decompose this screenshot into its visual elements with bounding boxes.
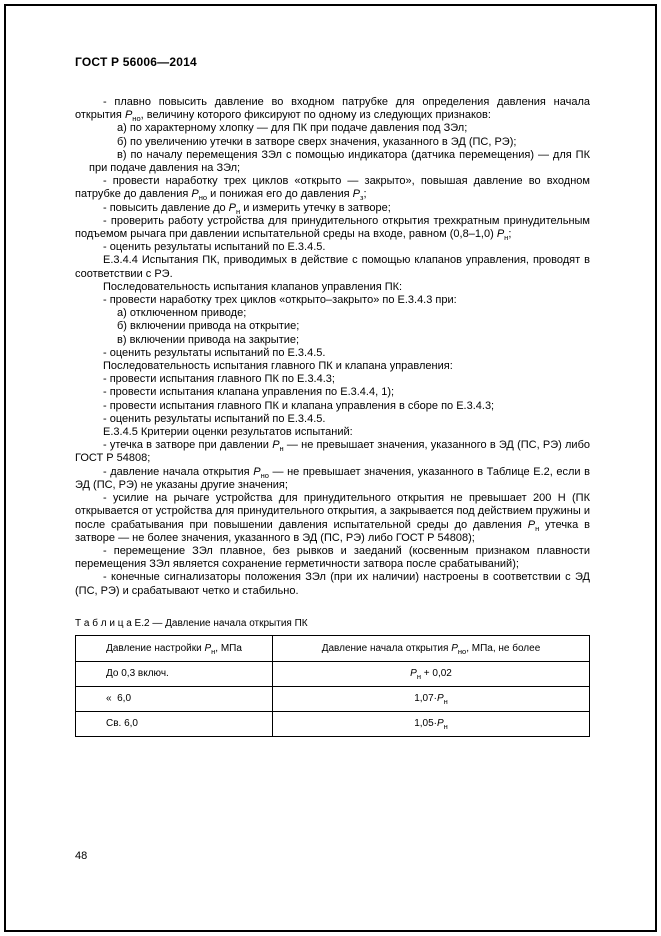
table-row <box>76 686 590 711</box>
paragraph: б) по увеличению утечки в затворе сверх значения, указанного в ЭД (ПС, РЭ); <box>117 135 517 148</box>
paragraph: - оценить результаты испытаний по Е.3.4.5. <box>103 346 326 359</box>
page-content <box>75 55 590 737</box>
paragraph: - провести испытания главного ПК и клапана управления в сборе по Е.3.4.3; <box>103 399 495 412</box>
table-row <box>76 661 590 686</box>
paragraph: - перемещение ЗЭл плавное, без рывков и заеданий (косвенным признаком плавности перемещения ЗЭл является сохранение герметичности затвора после срабатываний); <box>75 544 590 571</box>
paragraph: а) по характерному хлопку — для ПК при подаче давления под ЗЭл; <box>117 122 468 135</box>
opening-pressure-cell: $P_н + 0,02$ <box>273 661 590 686</box>
document-title: ГОСТ Р 56006—2014 <box>75 55 197 69</box>
paragraph: в) включении привода на закрытие; <box>117 333 300 346</box>
paragraph: - оценить результаты испытаний по Е.3.4.5. <box>103 241 326 254</box>
paragraph: Последовательность испытания клапанов управления ПК: <box>103 280 403 293</box>
page-number: 48 <box>75 850 88 862</box>
paragraph: - провести наработку трех циклов «открыто–закрыто» по Е.3.4.3 при: <box>103 294 457 307</box>
opening-pressure-cell: $1,05\cdot P_н$ <box>273 711 590 736</box>
table-caption: Т а б л и ц а Е.2 — Давление начала открытия ПК <box>75 617 308 629</box>
paragraph: - повысить давление до $P_н$ и измерить утечку в затворе; <box>103 201 391 216</box>
table-body <box>76 661 590 736</box>
setting-pressure-cell: До 0,3 включ. <box>76 661 273 686</box>
paragraph: - утечка в затворе при давлении $P_н$ — не превышает значения, указанного в ЭД (ПС, РЭ) либо ГОСТ Р 54808; <box>75 439 590 465</box>
paragraph: - конечные сигнализаторы положения ЗЭл (при их наличии) настроены в соответствии с ЭД (ПС, РЭ) и срабатывают четко и стабильно. <box>75 571 590 597</box>
paragraph: Е.3.4.4 Испытания ПК, приводимых в действие с помощью клапанов управления, проводят в соответствии с РЭ. <box>75 254 590 280</box>
opening-pressure-table <box>75 635 590 737</box>
paragraph: - давление начала открытия $P_{но}$ — не превышает значения, указанного в Таблице Е.2, если в ЭД (ПС, РЭ) не указаны другие значения; <box>75 465 590 491</box>
paragraph: - оценить результаты испытаний по Е.3.4.5. <box>103 412 326 425</box>
paragraph: - провести испытания клапана управления по Е.3.4.4, 1); <box>103 386 395 399</box>
paragraph: - усилие на рычаге устройства для принудительного открытия не превышает 200 Н (ПК открывается от устройства для принудительного открытия, а закрывается под действием пружины и после срабатывания при повышении давления испытательной среды до давления $P_н$ утечка в затворе — не более значения, указанного в ЭД (ПС, РЭ) либо ГОСТ Р 54808); <box>75 492 590 544</box>
paragraph: в) по началу перемещения ЗЭл с помощью индикатора (датчика перемещения) — для ПК при подаче давления на ЗЭл; <box>89 148 590 175</box>
column-header: Давление начала открытия $P_{но}$, МПа, не более <box>273 635 590 661</box>
setting-pressure-cell: Св. 6,0 <box>76 711 273 736</box>
paragraph: - провести наработку трех циклов «открыто — закрыто», повышая давление во входном патрубке до давления $P_{но}$ и понижая его до давления $P_з$; <box>75 175 590 203</box>
paragraph: б) включении привода на открытие; <box>117 320 300 333</box>
paragraph: - проверить работу устройства для принудительного открытия трехкратным принудительным подъемом рычага при давлении испытательной среды на входе, равном (0,8–1,0) $P_н$; <box>75 214 590 243</box>
paragraph: Последовательность испытания главного ПК и клапана управления: <box>103 360 453 373</box>
column-header: Давление настройки $P_н$, МПа <box>76 635 273 661</box>
paragraph: - провести испытания главного ПК по Е.3.4.3; <box>103 373 335 386</box>
paragraph: а) отключенном приводе; <box>117 307 247 320</box>
body-paragraphs <box>75 96 590 598</box>
opening-pressure-cell: $1,07\cdot P_н$ <box>273 686 590 711</box>
table-row <box>76 711 590 736</box>
setting-pressure-cell: « 6,0 <box>76 686 273 711</box>
paragraph: Е.3.4.5 Критерии оценки результатов испытаний: <box>103 426 353 439</box>
table-header-row <box>76 635 590 661</box>
paragraph: - плавно повысить давление во входном патрубке для определения давления начала открытия $P_{но}$, величину которого фиксируют по одному из следующих признаков: <box>75 96 590 124</box>
